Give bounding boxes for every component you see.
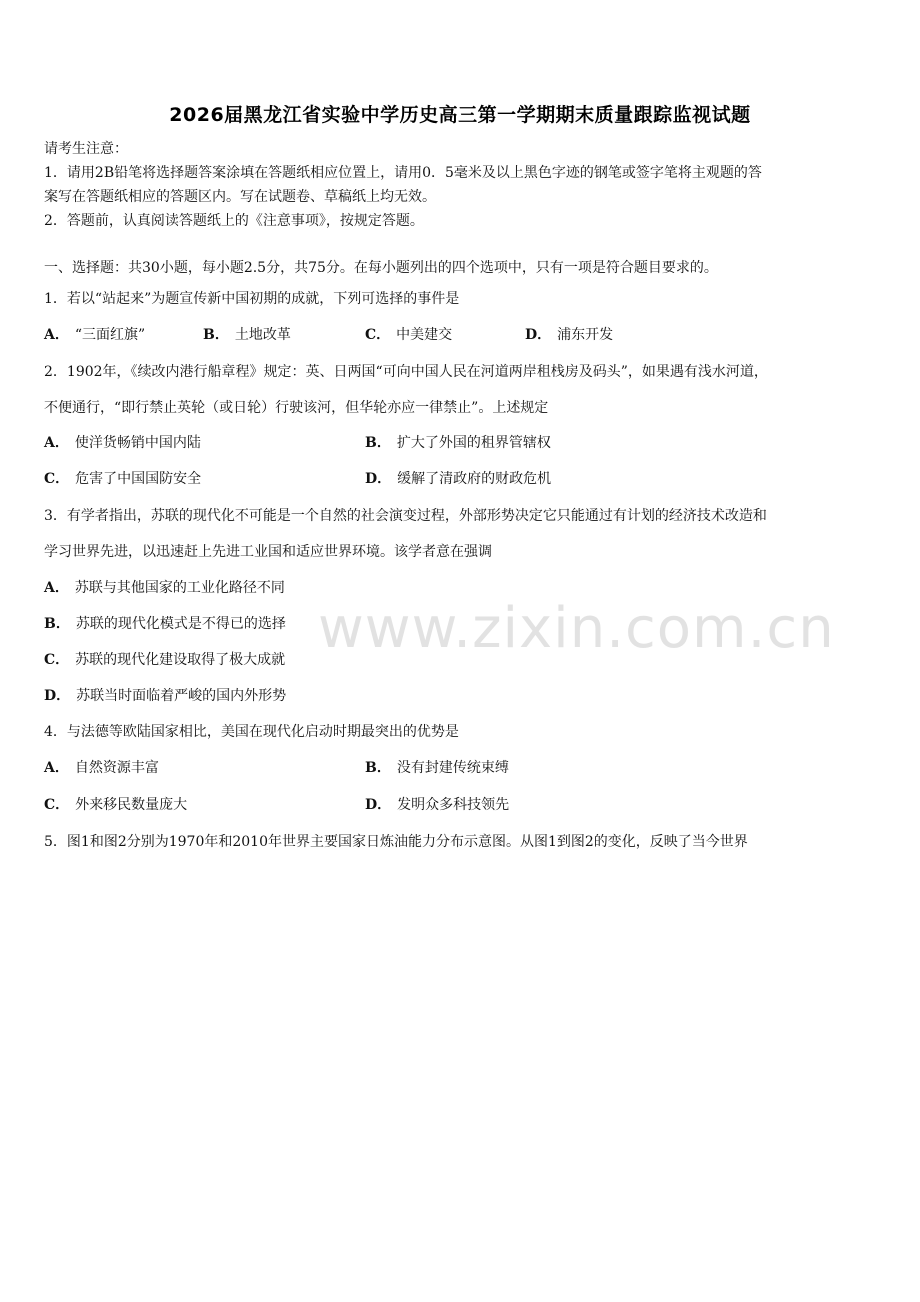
option-label: B． bbox=[365, 435, 391, 451]
option-text: 苏联与其他国家的工业化路径不同 bbox=[74, 580, 285, 596]
option-text: 外来移民数量庞大 bbox=[75, 797, 188, 813]
notice-item-1-line-2: 案写在答题纸相应的答题区内。写在试题卷、草稿纸上均无效。 bbox=[44, 189, 436, 205]
option-text: 土地改革 bbox=[234, 327, 291, 343]
question-3-option-a bbox=[44, 578, 285, 598]
notice-item-1-line-1: 1．请用2B铅笔将选择题答案涂填在答题纸相应位置上，请用0．5毫米及以上黑色字迹的钢笔或签字笔将主观题的答 bbox=[44, 165, 762, 181]
option-label: A． bbox=[44, 760, 69, 776]
option-label: C． bbox=[44, 652, 70, 668]
question-3-option-d bbox=[44, 686, 286, 706]
option-text: 缓解了清政府的财政危机 bbox=[397, 471, 552, 487]
section-heading: 一、选择题：共30小题，每小题2.5分，共75分。在每小题列出的四个选项中，只有一项是符合题目要求的。 bbox=[44, 260, 718, 276]
question-3-option-c bbox=[44, 650, 285, 670]
notice-heading: 请考生注意： bbox=[44, 141, 128, 157]
option-label: A． bbox=[44, 580, 69, 596]
option-label: B． bbox=[203, 327, 229, 343]
notice-item-2: 2．答题前，认真阅读答题纸上的《注意事项》，按规定答题。 bbox=[44, 213, 424, 229]
option-label: C． bbox=[44, 471, 70, 487]
question-4-stem: 4．与法德等欧陆国家相比，美国在现代化启动时期最突出的优势是 bbox=[44, 724, 459, 740]
option-text: 使洋货畅销中国内陆 bbox=[74, 435, 201, 451]
question-4-option-d bbox=[365, 795, 509, 815]
option-text: “三面红旗” bbox=[74, 327, 146, 343]
option-label: C． bbox=[365, 327, 391, 343]
option-label: A． bbox=[44, 327, 69, 343]
question-4-option-c bbox=[44, 795, 187, 815]
option-text: 扩大了外国的租界管辖权 bbox=[396, 435, 551, 451]
option-text: 危害了中国国防安全 bbox=[75, 471, 202, 487]
question-3-option-b bbox=[44, 614, 286, 634]
question-4-option-b bbox=[365, 758, 509, 778]
option-text: 苏联当时面临着严峻的国内外形势 bbox=[76, 688, 287, 704]
question-1-stem: 1．若以“站起来”为题宣传新中国初期的成就，下列可选择的事件是 bbox=[44, 291, 460, 307]
question-5-stem-line-1: 5．图1和图2分别为1970年和2010年世界主要国家日炼油能力分布示意图。从图1到图2的变化，反映了当今世界 bbox=[44, 834, 748, 850]
option-text: 没有封建传统束缚 bbox=[396, 760, 509, 776]
question-1-option-c bbox=[365, 325, 452, 345]
option-text: 中美建交 bbox=[396, 327, 453, 343]
page-title: 2026届黑龙江省实验中学历史高三第一学期期末质量跟踪监视试题 bbox=[169, 104, 751, 126]
option-label: D． bbox=[44, 688, 71, 704]
option-label: B． bbox=[365, 760, 391, 776]
option-text: 发明众多科技领先 bbox=[397, 797, 510, 813]
question-2-option-d bbox=[365, 469, 551, 489]
option-text: 浦东开发 bbox=[557, 327, 614, 343]
question-2-option-c bbox=[44, 469, 201, 489]
question-1-option-b bbox=[203, 325, 291, 345]
option-label: C． bbox=[44, 797, 70, 813]
question-4-option-a bbox=[44, 758, 159, 778]
question-2-option-a bbox=[44, 433, 201, 453]
question-3-stem-line-2: 学习世界先进，以迅速赶上先进工业国和适应世界环境。该学者意在强调 bbox=[44, 544, 492, 560]
question-2-stem-line-2: 不便通行，“即行禁止英轮（或日轮）行驶该河，但华轮亦应一律禁止”。上述规定 bbox=[44, 400, 549, 416]
option-label: D． bbox=[365, 797, 392, 813]
option-label: D． bbox=[365, 471, 392, 487]
question-1-option-d bbox=[525, 325, 613, 345]
question-2-option-b bbox=[365, 433, 551, 453]
option-text: 苏联的现代化模式是不得已的选择 bbox=[75, 616, 286, 632]
option-label: D． bbox=[525, 327, 552, 343]
question-1-option-a bbox=[44, 325, 145, 345]
option-text: 苏联的现代化建设取得了极大成就 bbox=[75, 652, 286, 668]
watermark: www.zixin.com.cn bbox=[318, 596, 835, 661]
question-2-stem-line-1: 2．1902年，《续改内港行船章程》规定：英、日两国“可向中国人民在河道两岸租栈房及码头”，如果遇有浅水河道， bbox=[44, 364, 768, 380]
question-3-stem-line-1: 3．有学者指出，苏联的现代化不可能是一个自然的社会演变过程，外部形势决定它只能通过有计划的经济技术改造和 bbox=[44, 508, 767, 524]
option-label: A． bbox=[44, 435, 69, 451]
option-label: B． bbox=[44, 616, 70, 632]
option-text: 自然资源丰富 bbox=[74, 760, 159, 776]
